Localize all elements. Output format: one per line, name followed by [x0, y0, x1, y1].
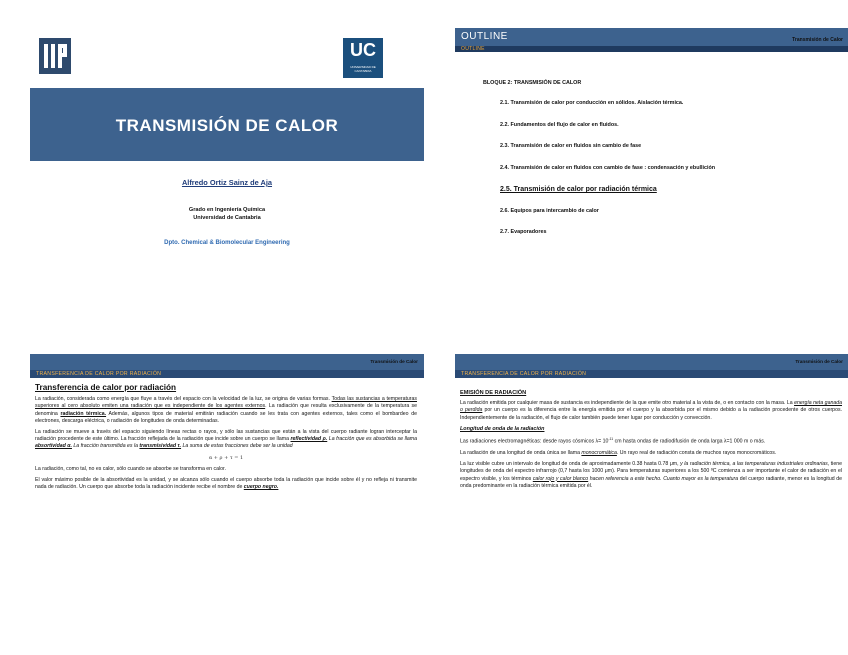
slide-title — [30, 24, 424, 319]
degree-name: Grado en Ingeniería Química — [188, 207, 266, 213]
text: La fracción que es absorbida se llama — [327, 436, 417, 443]
outline-item-current: 2.5. Transmisión de calor por radiación térmica — [500, 186, 657, 193]
text: . Un rayo real de radiación consta de muchos rayos monocromáticos. — [616, 449, 777, 456]
term: monocromática — [581, 449, 617, 456]
text: por un cuerpo es la diferencia entre la energía emitida por el cuerpo y la absorbida por el mismo debido a la radiación procedente de otros cuerpos. Independientemente de la radiación, el flujo de calor también puede tener lugar por conducción y convección. — [460, 407, 842, 421]
term: transmisividad τ. — [139, 443, 182, 450]
exponent: -11 — [608, 437, 614, 442]
university-logo-caption: UNIVERSIDAD DE CANTABRIA — [350, 65, 376, 73]
slide-heading: Transferencia de calor por radiación — [35, 383, 177, 392]
text: tiene longitudes de onda del espectro infrarrojo (0,7 hasta los 1000 μm). Para temperaturas superiores a los 500 ºC comienza a ser importante el calor de radiación en el espectro visible, y los términos — [460, 461, 842, 482]
slide-header — [455, 28, 848, 46]
text: del cuerpo radiante, menor es la longitud de onda predominante en la radiación térmica emitida por él. — [460, 475, 843, 489]
outline-item: 2.7. Evaporadores — [500, 229, 547, 235]
text: La luz visible cubre un intervalo de longitud de onda de aproximadamente 0.38 hasta 0.78 μm, — [460, 461, 681, 468]
italic-text: hacen referencia a este hecho. — [588, 475, 664, 482]
term: radiación térmica. — [60, 410, 107, 417]
subheading: Longitud de onda de la radiación — [460, 425, 545, 432]
university-name: Universidad de Cantabria — [193, 215, 261, 221]
term: calor rojo y calor blanco — [532, 475, 589, 482]
paragraph: La radiación, como tal, no es calor, sólo cuando se absorbe se transforma en calor. — [35, 465, 226, 472]
term: reflectividad ρ. — [290, 436, 328, 443]
university-logo-letters: UC — [350, 40, 376, 60]
section-label: TRANSFERENCIA DE CALOR POR RADIACIÓN — [36, 371, 162, 377]
slide-radiation-intro — [30, 352, 424, 647]
term: energía neta ganada o perdida — [460, 400, 842, 414]
presentation-title: TRANSMISIÓN DE CALOR — [115, 116, 339, 135]
section-bar — [30, 370, 424, 378]
department-name: Dpto. Chemical & Biomolecular Engineering — [164, 240, 290, 246]
text: La suma de estas fracciones debe ser la unidad — [181, 443, 293, 450]
formula: α + ρ + τ = 1 — [208, 454, 244, 461]
slide-body — [460, 390, 842, 494]
term: cuerpo negro. — [243, 484, 279, 491]
section-bar — [455, 370, 848, 378]
outline-item: 2.4. Transmisión de calor en fluidos con cambio de fase : condensación y ebullición — [500, 164, 716, 171]
institution-logo — [39, 38, 71, 74]
author-name: Alfredo Ortiz Sainz de Aja — [181, 178, 273, 187]
title-band — [30, 88, 424, 161]
outline-list — [483, 80, 823, 251]
paragraph — [35, 429, 417, 451]
section-bar — [455, 46, 848, 52]
paragraph — [35, 396, 417, 425]
text: La radiación de una longitud de onda única se llama — [460, 449, 582, 456]
header-course: Transmisión de Calor — [792, 37, 843, 43]
underlined-text: Todas las sustancias a temperaturas superiores al cero absoluto emiten una radiación que es independiente de los agentes externos — [35, 396, 418, 410]
text: Las radiaciones electromagnéticas: desde rayos cósmicos λ= 10 — [460, 438, 609, 445]
slide-outline — [455, 24, 848, 319]
text: . La radiación que resulta exclusivamente de la temperatura se denomina — [35, 403, 417, 417]
term: absortividad α. — [35, 443, 72, 450]
italic-text: Cuanto mayor es la temperatura — [663, 475, 739, 482]
paragraph — [460, 436, 842, 446]
text: La radiación, considerada como energía que fluye a través del espacio con la velocidad de la luz, se origina de varias formas. — [35, 396, 332, 403]
paragraph — [460, 461, 842, 490]
outline-item: 2.1. Transmisión de calor por conducción en sólidos. Aislación térmica. — [500, 100, 684, 106]
header-course: Transmisión de Calor — [370, 359, 418, 364]
section-label: OUTLINE — [461, 46, 485, 52]
section-label: TRANSFERENCIA DE CALOR POR RADIACIÓN — [461, 371, 587, 377]
paragraph — [460, 400, 842, 422]
text: El valor máximo posible de la absortividad es la unidad, y se alcanza sólo cuando el cuerpo absorbe toda la radiación que incide sobre él y no refleja ni transmite nada de radiación. Un cuerpo que absorbe toda la radiación incidente recibe el nombre de — [35, 477, 417, 491]
slide-radiation-emission — [455, 352, 848, 647]
slide-body — [35, 384, 417, 495]
paragraph — [35, 477, 417, 491]
paragraph — [460, 450, 842, 457]
text: La radiación emitida por cualquier masa de sustancia es independiente de la que emite otro material a la vista de, o en contacto con la masa. La — [460, 400, 795, 407]
outline-item: 2.6. Equipos para intercambio de calor — [500, 207, 599, 214]
text: La radiación se mueve a través del espacio siguiendo líneas rectas o rayos, y sólo las sustancias que están a la vista del cuerpo radiante logran interceptar la radiación procedente de este último. La fracción reflejada de la radiación que incide sobre un cuerpo se llama — [35, 429, 417, 443]
outline-block-title: BLOQUE 2: TRANSMISIÓN DE CALOR — [483, 80, 582, 86]
slide-header — [30, 354, 424, 370]
text: cm hasta ondas de radiodifusión de onda larga λ=1 000 m o más. — [613, 438, 766, 445]
affiliation — [30, 206, 424, 222]
outline-item: 2.3. Transmisión de calor en fluidos sin cambio de fase — [500, 143, 642, 149]
slide-header — [455, 354, 848, 370]
italic-text: y la radiación térmica, a las temperaturas industriales ordinarias, — [680, 461, 830, 468]
slide-heading: EMISIÓN DE RADIACIÓN — [460, 390, 527, 396]
university-logo — [343, 38, 383, 78]
text: La fracción transmitida es la — [71, 443, 140, 450]
outline-item: 2.2. Fundamentos del flujo de calor en fluidos. — [500, 121, 619, 128]
header-title: OUTLINE — [461, 31, 508, 42]
header-course: Transmisión de Calor — [795, 359, 843, 364]
text: Además, algunos tipos de material emitirán radiación cuando se les trata con agentes externos, tales como el bombardeo de electrones, descarga eléctrica, o radiación de longitudes de onda determinadas. — [35, 410, 417, 424]
